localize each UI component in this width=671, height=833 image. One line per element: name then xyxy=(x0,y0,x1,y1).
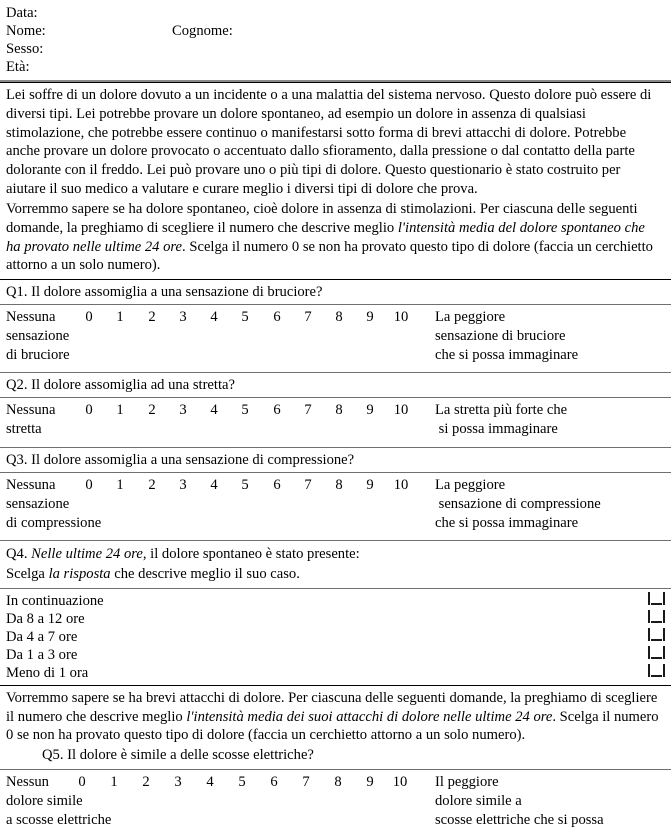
q1-left-line-3: di bruciore xyxy=(6,346,70,363)
q2-title: Q2. Il dolore assomiglia ad una stretta? xyxy=(6,377,235,394)
option-row-1-3-ore[interactable] xyxy=(6,646,665,664)
q3-scale-8[interactable]: 8 xyxy=(335,477,343,494)
q5-scale-3[interactable]: 3 xyxy=(174,774,182,790)
q1-left-line-1: Nessuna xyxy=(6,309,56,326)
q3-scale-6[interactable]: 6 xyxy=(273,477,281,494)
option-label-4: Meno di 1 ora xyxy=(6,664,89,681)
q2-right-line-2: si possa immaginare xyxy=(435,420,558,437)
q2-scale-1[interactable]: 1 xyxy=(116,402,124,419)
q2-scale-7[interactable]: 7 xyxy=(304,402,312,419)
q1-right-line-2: sensazione di bruciore xyxy=(435,327,566,344)
question-header-q1 xyxy=(0,280,671,304)
q2-scale-9[interactable]: 9 xyxy=(366,402,374,419)
header-row-sesso xyxy=(6,40,665,58)
option-row-meno-1-ora[interactable] xyxy=(6,664,665,682)
q4-option-list xyxy=(0,589,671,685)
option-label-2: Da 4 a 7 ore xyxy=(6,628,78,645)
q2-number-scale[interactable] xyxy=(0,401,671,419)
intro-paragraph-2 xyxy=(6,200,663,275)
q5-scale-9[interactable]: 9 xyxy=(366,774,374,790)
intro-p2-part1: Vorremmo sapere se ha dolore spontaneo, cioè dolore in assenza di stimolazioni. Per ciascuna delle seguenti domande, la preghiamo di scegliere il numero che descrive meglio xyxy=(6,200,638,236)
q2-scale-10[interactable]: 10 xyxy=(393,402,409,419)
q2-left-line-2: stretta xyxy=(6,420,42,437)
eta-label: Età: xyxy=(6,59,30,75)
scale-row-q3[interactable] xyxy=(0,473,671,540)
q5-left-line-1: Nessun xyxy=(6,774,49,790)
q5-right-line-2: dolore simile a xyxy=(435,792,522,809)
q2-scale-6[interactable]: 6 xyxy=(273,402,281,419)
q3-right-line-3: che si possa immaginare xyxy=(435,514,579,531)
q2-scale-0[interactable]: 0 xyxy=(85,402,93,419)
header-row-data xyxy=(6,4,665,22)
q3-scale-3[interactable]: 3 xyxy=(179,477,187,494)
q1-scale-10[interactable]: 10 xyxy=(393,309,409,326)
q1-right-line-3: che si possa immaginare xyxy=(435,346,579,363)
nome-label: Nome: xyxy=(6,23,46,39)
q2-scale-8[interactable]: 8 xyxy=(335,402,343,419)
intro-paragraph-1: Lei soffre di un dolore dovuto a un incidente o a una malattia del sistema nervoso. Questo dolore può essere di diversi tipi. Lei potrebbe provare un dolore spontaneo, ad esempio un dolore in assenza di qualsiasi stimolazione, che potrebbe essere continuo o manifestarsi sotto forma di brevi attacchi di dolore. Potrebbe anche provare un dolore provocato o accentuato dallo sfioramento, dalla pressione o dal contatto della parte dolorante con il freddo. Lei può provare uno o più tipi di dolore. Questo questionario è stato costruito per aiutare il suo medico a valutare e curare meglio i diversi tipi di dolore che prova. xyxy=(6,87,652,198)
q5-scale-1[interactable]: 1 xyxy=(110,774,118,790)
question-header-q3 xyxy=(0,448,671,472)
q1-scale-4[interactable]: 4 xyxy=(210,309,218,326)
q5-left-line-3: a scosse elettriche xyxy=(6,811,112,828)
scale-row-q2[interactable] xyxy=(0,398,671,447)
checkbox-icon-3[interactable] xyxy=(648,646,665,663)
q5-scale-7[interactable]: 7 xyxy=(302,774,310,790)
q3-left-line-2: sensazione xyxy=(6,495,70,512)
attacks-intro-paragraph xyxy=(6,689,663,745)
q4-line2-prefix: Scelga xyxy=(6,565,49,582)
q1-scale-7[interactable]: 7 xyxy=(304,309,312,326)
q2-right-line-1: La stretta più forte che xyxy=(435,402,568,419)
q1-scale-8[interactable]: 8 xyxy=(335,309,343,326)
option-row-in-continuazione[interactable] xyxy=(6,592,665,610)
q5-scale-5[interactable]: 5 xyxy=(238,774,246,790)
q4-line2-suffix: che descrive meglio il suo caso. xyxy=(110,565,300,582)
data-label: Data: xyxy=(6,5,38,21)
option-label-0: In continuazione xyxy=(6,592,104,609)
q3-right-line-1: La peggiore xyxy=(435,477,506,494)
q1-title: Q1. Il dolore assomiglia a una sensazione di bruciore? xyxy=(6,284,323,301)
q3-left-line-3: di compressione xyxy=(6,514,102,531)
intro-p2-part2: . Scelga il numero 0 se non ha provato questo tipo di dolore (faccia un cerchietto attorno a un solo numero). xyxy=(6,238,653,274)
attacks-part1: Vorremmo sapere se ha brevi attacchi di dolore. Per ciascuna delle seguenti domande, la preghiamo di scegliere il numero che descrive meglio xyxy=(6,689,658,725)
q1-right-line-1: La peggiore xyxy=(435,309,506,326)
q1-scale-0[interactable]: 0 xyxy=(85,309,93,326)
header-row-eta xyxy=(6,58,665,76)
q4-line1-suffix: , il dolore spontaneo è stato presente: xyxy=(142,546,360,563)
q3-scale-2[interactable]: 2 xyxy=(148,477,156,494)
checkbox-icon-2[interactable] xyxy=(648,628,665,645)
scale-row-q1[interactable] xyxy=(0,305,671,372)
q3-right-anchor xyxy=(435,476,601,532)
q2-scale-2[interactable]: 2 xyxy=(148,402,156,419)
q3-scale-1[interactable]: 1 xyxy=(116,477,124,494)
q1-scale-9[interactable]: 9 xyxy=(366,309,374,326)
question-header-q4 xyxy=(0,541,671,588)
option-row-4-7-ore[interactable] xyxy=(6,628,665,646)
q3-scale-7[interactable]: 7 xyxy=(304,477,312,494)
option-label-3: Da 1 a 3 ore xyxy=(6,646,78,663)
scale-row-q5[interactable] xyxy=(0,770,671,833)
question-header-q2 xyxy=(0,373,671,397)
q5-title: Q5. Il dolore è simile a delle scosse elettriche? xyxy=(42,747,314,764)
q1-scale-5[interactable]: 5 xyxy=(241,309,249,326)
q2-scale-4[interactable]: 4 xyxy=(210,402,218,419)
header-row-nome xyxy=(6,22,665,40)
q3-scale-10[interactable]: 10 xyxy=(393,477,409,494)
q5-scale-10[interactable]: 10 xyxy=(392,774,408,790)
q2-scale-5[interactable]: 5 xyxy=(241,402,249,419)
q1-scale-3[interactable]: 3 xyxy=(179,309,187,326)
attacks-italic: l'intensità media dei suoi attacchi di dolore nelle ultime 24 ore xyxy=(186,708,553,725)
q1-scale-6[interactable]: 6 xyxy=(273,309,281,326)
cognome-label: Cognome: xyxy=(172,23,233,39)
checkbox-icon-4[interactable] xyxy=(648,664,665,681)
q4-line1-italic: Nelle ultime 24 ore xyxy=(31,546,143,563)
q1-scale-1[interactable]: 1 xyxy=(116,309,124,326)
q5-scale-0[interactable]: 0 xyxy=(78,774,86,790)
q5-right-anchor xyxy=(435,773,604,829)
intro-text-block xyxy=(0,83,671,279)
option-row-8-12-ore[interactable] xyxy=(6,610,665,628)
q5-scale-2[interactable]: 2 xyxy=(142,774,150,790)
checkbox-icon-0[interactable] xyxy=(648,592,665,609)
q1-scale-2[interactable]: 2 xyxy=(148,309,156,326)
patient-header xyxy=(0,0,671,78)
q3-left-line-1: Nessuna xyxy=(6,477,56,494)
q1-right-anchor xyxy=(435,308,578,364)
attacks-part2: . Scelga il numero 0 se non ha provato questo tipo di dolore (faccia un cerchietto attorno a un solo numero). xyxy=(6,708,659,744)
q3-scale-0[interactable]: 0 xyxy=(85,477,93,494)
q2-right-anchor xyxy=(435,401,567,439)
attacks-intro-block xyxy=(0,686,671,769)
q2-scale-3[interactable]: 3 xyxy=(179,402,187,419)
sesso-label: Sesso: xyxy=(6,41,44,57)
q4-line-2 xyxy=(6,565,663,584)
q2-left-line-1: Nessuna xyxy=(6,402,56,419)
q3-right-line-2: sensazione di compressione xyxy=(435,495,601,512)
q4-line-1 xyxy=(6,545,663,564)
intro-p2-italic: l'intensità media del dolore spontaneo che ha provato nelle ultime 24 ore xyxy=(6,219,645,255)
q4-line2-italic: la risposta xyxy=(48,565,111,582)
q5-scale-8[interactable]: 8 xyxy=(334,774,342,790)
q3-scale-4[interactable]: 4 xyxy=(210,477,218,494)
q3-scale-5[interactable]: 5 xyxy=(241,477,249,494)
checkbox-icon-1[interactable] xyxy=(648,610,665,627)
q5-scale-6[interactable]: 6 xyxy=(270,774,278,790)
q5-scale-4[interactable]: 4 xyxy=(206,774,214,790)
q5-right-line-1: Il peggiore xyxy=(435,774,499,790)
q3-scale-9[interactable]: 9 xyxy=(366,477,374,494)
option-label-1: Da 8 a 12 ore xyxy=(6,610,85,627)
q4-line1-prefix: Q4. xyxy=(6,546,32,563)
q5-left-line-2: dolore simile xyxy=(6,792,83,809)
q1-left-line-2: sensazione xyxy=(6,327,70,344)
q3-title: Q3. Il dolore assomiglia a una sensazione di compressione? xyxy=(6,452,355,469)
q5-right-line-3: scosse elettriche che si possa xyxy=(435,811,604,828)
